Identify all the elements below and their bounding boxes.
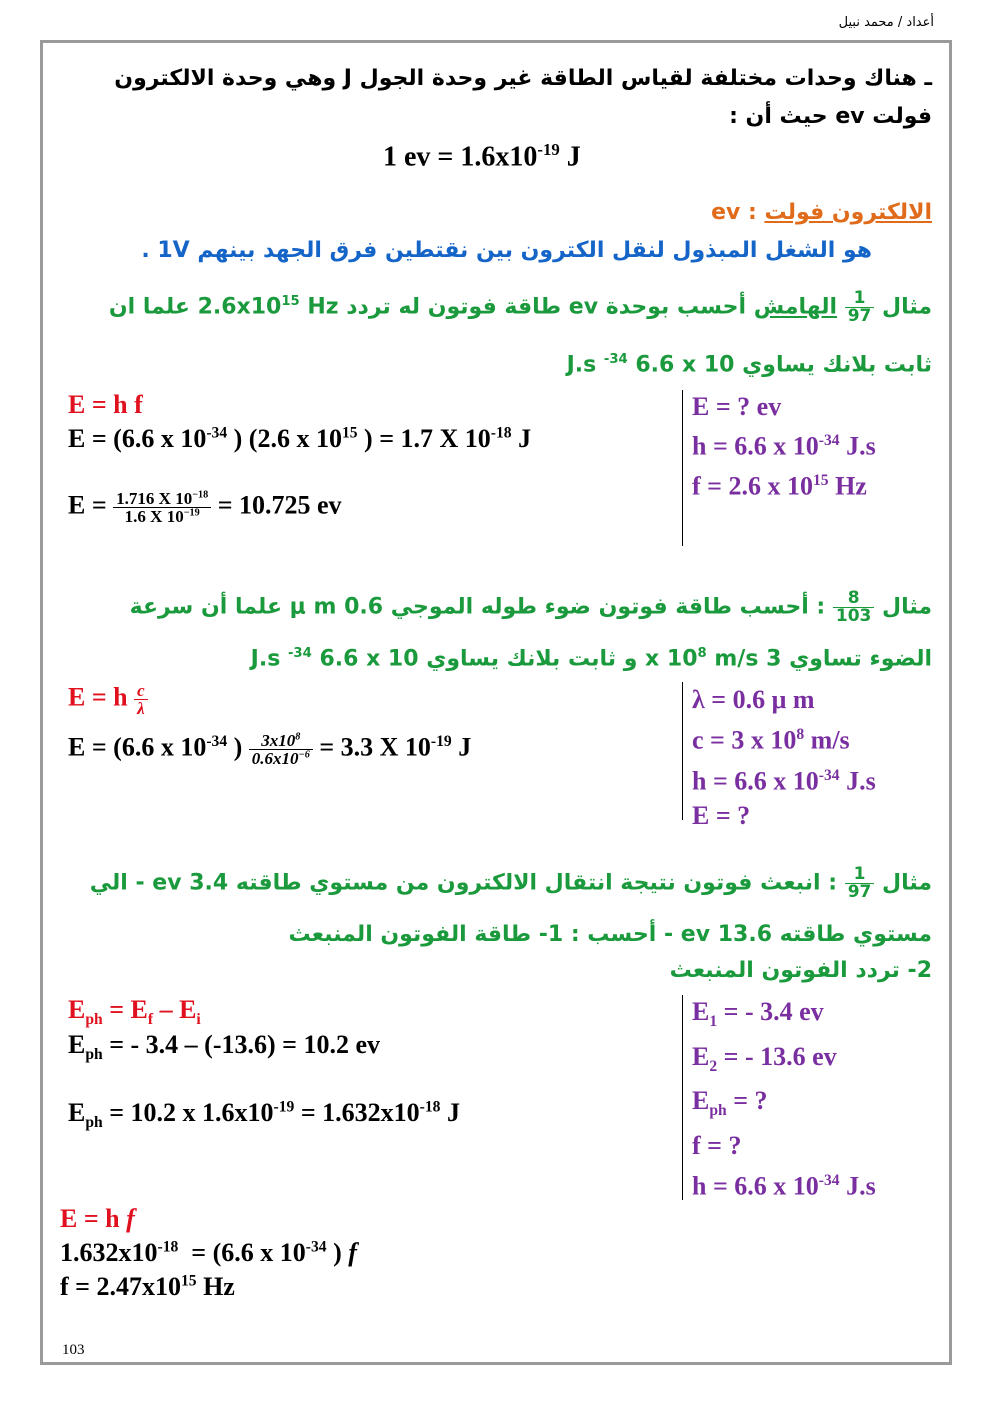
page-number: 103 xyxy=(62,1342,85,1358)
given-planck: h = 6.6 x $10^{-34}$ J.s xyxy=(692,431,876,461)
example2-calc: E = (6.6 x $10^{-34}$ ) $\frac{3x10^8}{0.6x10^{-6}}$ = 3.3 X $10^{-19}$ J xyxy=(68,731,472,768)
frequency-result: $f = 2.47x10^{15}$ Hz xyxy=(60,1272,235,1301)
example3-ref-fraction: $\frac{1}{97}$ xyxy=(845,866,875,901)
intro-line-1: ـ هناك وحدات مختلفة لقياس الطاقة غير وحدة الجول J وهي وحدة الالكترون xyxy=(114,66,932,91)
example2-question-line2: الضوء تساوي 3 x $10^8$ m/s و ثابت بلانك يساوي J.s $^{-34}$ 6.6 x 10 xyxy=(250,646,932,672)
frequency-formula: E = h f xyxy=(60,1204,135,1233)
example2-question-line1: مثال $\frac{8}{103}$ : أحسب طاقة فوتون ضوء طوله الموجي 0.6 μ m علما أن سرعة xyxy=(129,588,932,626)
frequency-substitution: $1.632x10^{-18} = (6.6$ x $10^{-34}$ ) f xyxy=(60,1238,357,1267)
given-frequency: f = ? xyxy=(692,1131,742,1161)
example1-conversion: E = $\frac{1.716 X 10^{-18}}{1.6 X 10^{-19}}$ = 10.725 ev xyxy=(68,489,342,526)
example3-energy-ev: $E_{ph}$ = - 3.4 – (-13.6) = 10.2 ev xyxy=(68,1030,381,1064)
given-photon-energy: $E_{ph}$ = ? xyxy=(692,1086,768,1120)
given-final-level: $E_2$ = - 13.6 ev xyxy=(692,1041,837,1075)
example3-energy-joule: $E_{ph} = 10.2$ x $1.6x10^{-19} = 1.632x10^{-18}$ J xyxy=(68,1098,460,1132)
given-planck: h = 6.6 x $10^{-34}$ J.s xyxy=(692,766,876,796)
example3-formula: $E_{ph} = E_f - E_i$ xyxy=(68,995,201,1029)
intro-line-2: فولت ev حيث أن : xyxy=(729,104,932,129)
example2-ref-fraction: $\frac{8}{103}$ xyxy=(833,590,875,625)
example1-calc: E = (6.6 x $10^{-34}$ ) (2.6 x $10^{15}$ ) = 1.7 X $10^{-18}$ J xyxy=(68,424,532,453)
example3-divider xyxy=(682,995,683,1200)
given-wavelength: λ = 0.6 μ m xyxy=(692,685,815,714)
example1-ref-fraction: $\frac{1}{97}$ xyxy=(845,290,875,325)
given-planck: h = 6.6 x $10^{-34}$ J.s xyxy=(692,1171,876,1201)
example1-given xyxy=(692,390,876,503)
frame-right xyxy=(949,40,952,1365)
example2-formula: E = h $\frac{c}{\lambda}$ xyxy=(68,682,148,717)
given-frequency: f = 2.6 x $10^{15}$ Hz xyxy=(692,471,867,501)
given-energy: E = ? xyxy=(692,801,751,831)
given-initial-level: $E_1$ = - 3.4 ev xyxy=(692,997,824,1031)
definition-title: الالكترون فولت : ev xyxy=(711,200,932,225)
definition-text: هو الشغل المبذول لنقل الكترون بين نقتطين فرق الجهد بينهم 1V . xyxy=(141,238,872,263)
example2-given xyxy=(692,682,876,833)
ev-joule-equation: 1 ev = $1.6x10^{-19}$ J xyxy=(383,140,581,173)
author-credit: أعداد / محمد نبيل xyxy=(838,15,934,30)
frame-top xyxy=(40,40,952,43)
given-light-speed: c = 3 x $10^8$ m/s xyxy=(692,725,850,755)
example3-question-line1: مثال $\frac{1}{97}$ : انبعث فوتون نتيجة انتقال الالكترون من مستوي طاقته 3.4 ev - الي xyxy=(89,864,932,902)
example3-question-line2: مستوي طاقته 13.6 ev - أحسب : 1- طاقة الفوتون المنبعث xyxy=(288,922,932,947)
example1-divider xyxy=(682,390,683,546)
example3-given xyxy=(692,995,876,1204)
frame-bottom xyxy=(40,1362,952,1365)
example3-question-line3: 2- تردد الفوتون المنبعث xyxy=(669,958,932,983)
given-energy: E = ? ev xyxy=(692,392,782,421)
example1-formula: E = h f xyxy=(68,390,143,419)
example1-question-line2: ثابت بلانك يساوي J.s $^{-34}$ 6.6 x 10 xyxy=(566,352,932,378)
example1-question-line1: مثال $\frac{1}{97}$ الهامش أحسب بوحدة ev طاقة فوتون له تردد $2.6x10^{15}$ Hz علما ان xyxy=(108,288,932,326)
example2-divider xyxy=(682,682,683,820)
frame-left xyxy=(40,40,43,1365)
